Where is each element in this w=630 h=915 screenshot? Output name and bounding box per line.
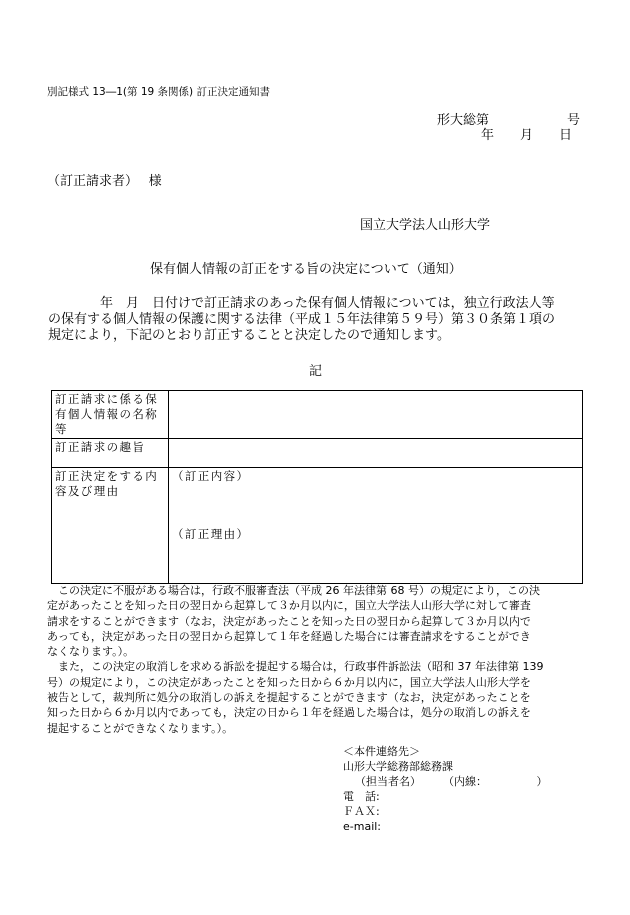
note-line: あっても，決定があった日の翌日から起算して１年を経過した場合には審査請求をすることができ xyxy=(47,629,531,643)
row-value-request-purpose xyxy=(169,439,583,468)
note-line: また，この決定の取消しを求める訴訟を提起する場合は，行政事件訴訟法（昭和 37 年法律第 139 xyxy=(47,660,544,674)
recipient-line: （訂正請求者） 様 xyxy=(47,174,162,189)
ki-heading: 記 xyxy=(309,364,323,379)
correction-reason-heading: （訂正理由） xyxy=(172,527,250,541)
note-line: 号）の規定により，この決定があったことを知った日から６か月以内に，国立大学法人山形大学を xyxy=(47,675,531,689)
row-value-record-name xyxy=(169,391,583,439)
note-line: この決定に不服がある場合は，行政不服審査法（平成 26 年法律第 68 号）の規定により，この決 xyxy=(47,584,540,597)
contact-phone: 電 話: xyxy=(343,790,380,803)
table-row xyxy=(52,439,583,468)
note-line: なくなります。）。 xyxy=(47,645,135,659)
row-value-decision-content xyxy=(169,468,583,584)
document-number: 形大総第 号 xyxy=(437,113,581,128)
sender-name: 国立大学法人山形大学 xyxy=(360,218,491,233)
document-date: 年 月 日 xyxy=(481,128,573,143)
contact-fax: ＦＡＸ: xyxy=(343,805,380,818)
note-line: 被告として，裁判所に処分の取消しの訴えを提起することができます（なお，決定があったことを xyxy=(47,691,531,705)
form-label: 別記様式 13―1(第 19 条関係) 訂正決定通知書 xyxy=(47,86,270,98)
body-line: 規定により，下記のとおり訂正することと決定したので通知します。 xyxy=(48,328,450,343)
row-label-request-purpose: 訂正請求の趣旨 xyxy=(52,439,169,468)
row-label-decision-content: 訂正決定をする内容及び理由 xyxy=(52,468,169,584)
note-line: 知った日から６か月以内であっても，決定の日から１年を経過した場合は，処分の取消しの訴えを xyxy=(47,706,531,720)
notice-title: 保有個人情報の訂正をする旨の決定について（通知） xyxy=(150,262,462,277)
note-line: 定があったことを知った日の翌日から起算して３か月以内に，国立大学法人山形大学に対して審査 xyxy=(47,599,531,613)
table-row xyxy=(52,468,583,584)
appeal-notes xyxy=(47,583,592,736)
note-line: 提起することができなくなります。）。 xyxy=(47,721,234,735)
contact-heading: ＜本件連絡先＞ xyxy=(343,745,420,758)
contact-block xyxy=(343,744,548,834)
correction-content-heading: （訂正内容） xyxy=(172,469,250,483)
body-paragraph xyxy=(48,296,588,344)
contact-person: （担当者名） （内線： ） xyxy=(355,775,548,788)
body-line: 年 月 日付けで訂正請求のあった保有個人情報については，独立行政法人等 xyxy=(48,296,555,311)
body-line: の保有する個人情報の保護に関する法律（平成１５年法律第５９号）第３０条第１項の xyxy=(48,312,556,327)
decision-table xyxy=(51,390,583,584)
contact-email: e-mail: xyxy=(343,820,382,833)
row-label-record-name: 訂正請求に係る保有個人情報の名称等 xyxy=(52,391,169,439)
note-line: 請求をすることができます（なお，決定があったことを知った日の翌日から起算して３か月以内で xyxy=(47,614,531,628)
contact-department: 山形大学総務部総務課 xyxy=(343,760,453,773)
table-row xyxy=(52,391,583,439)
